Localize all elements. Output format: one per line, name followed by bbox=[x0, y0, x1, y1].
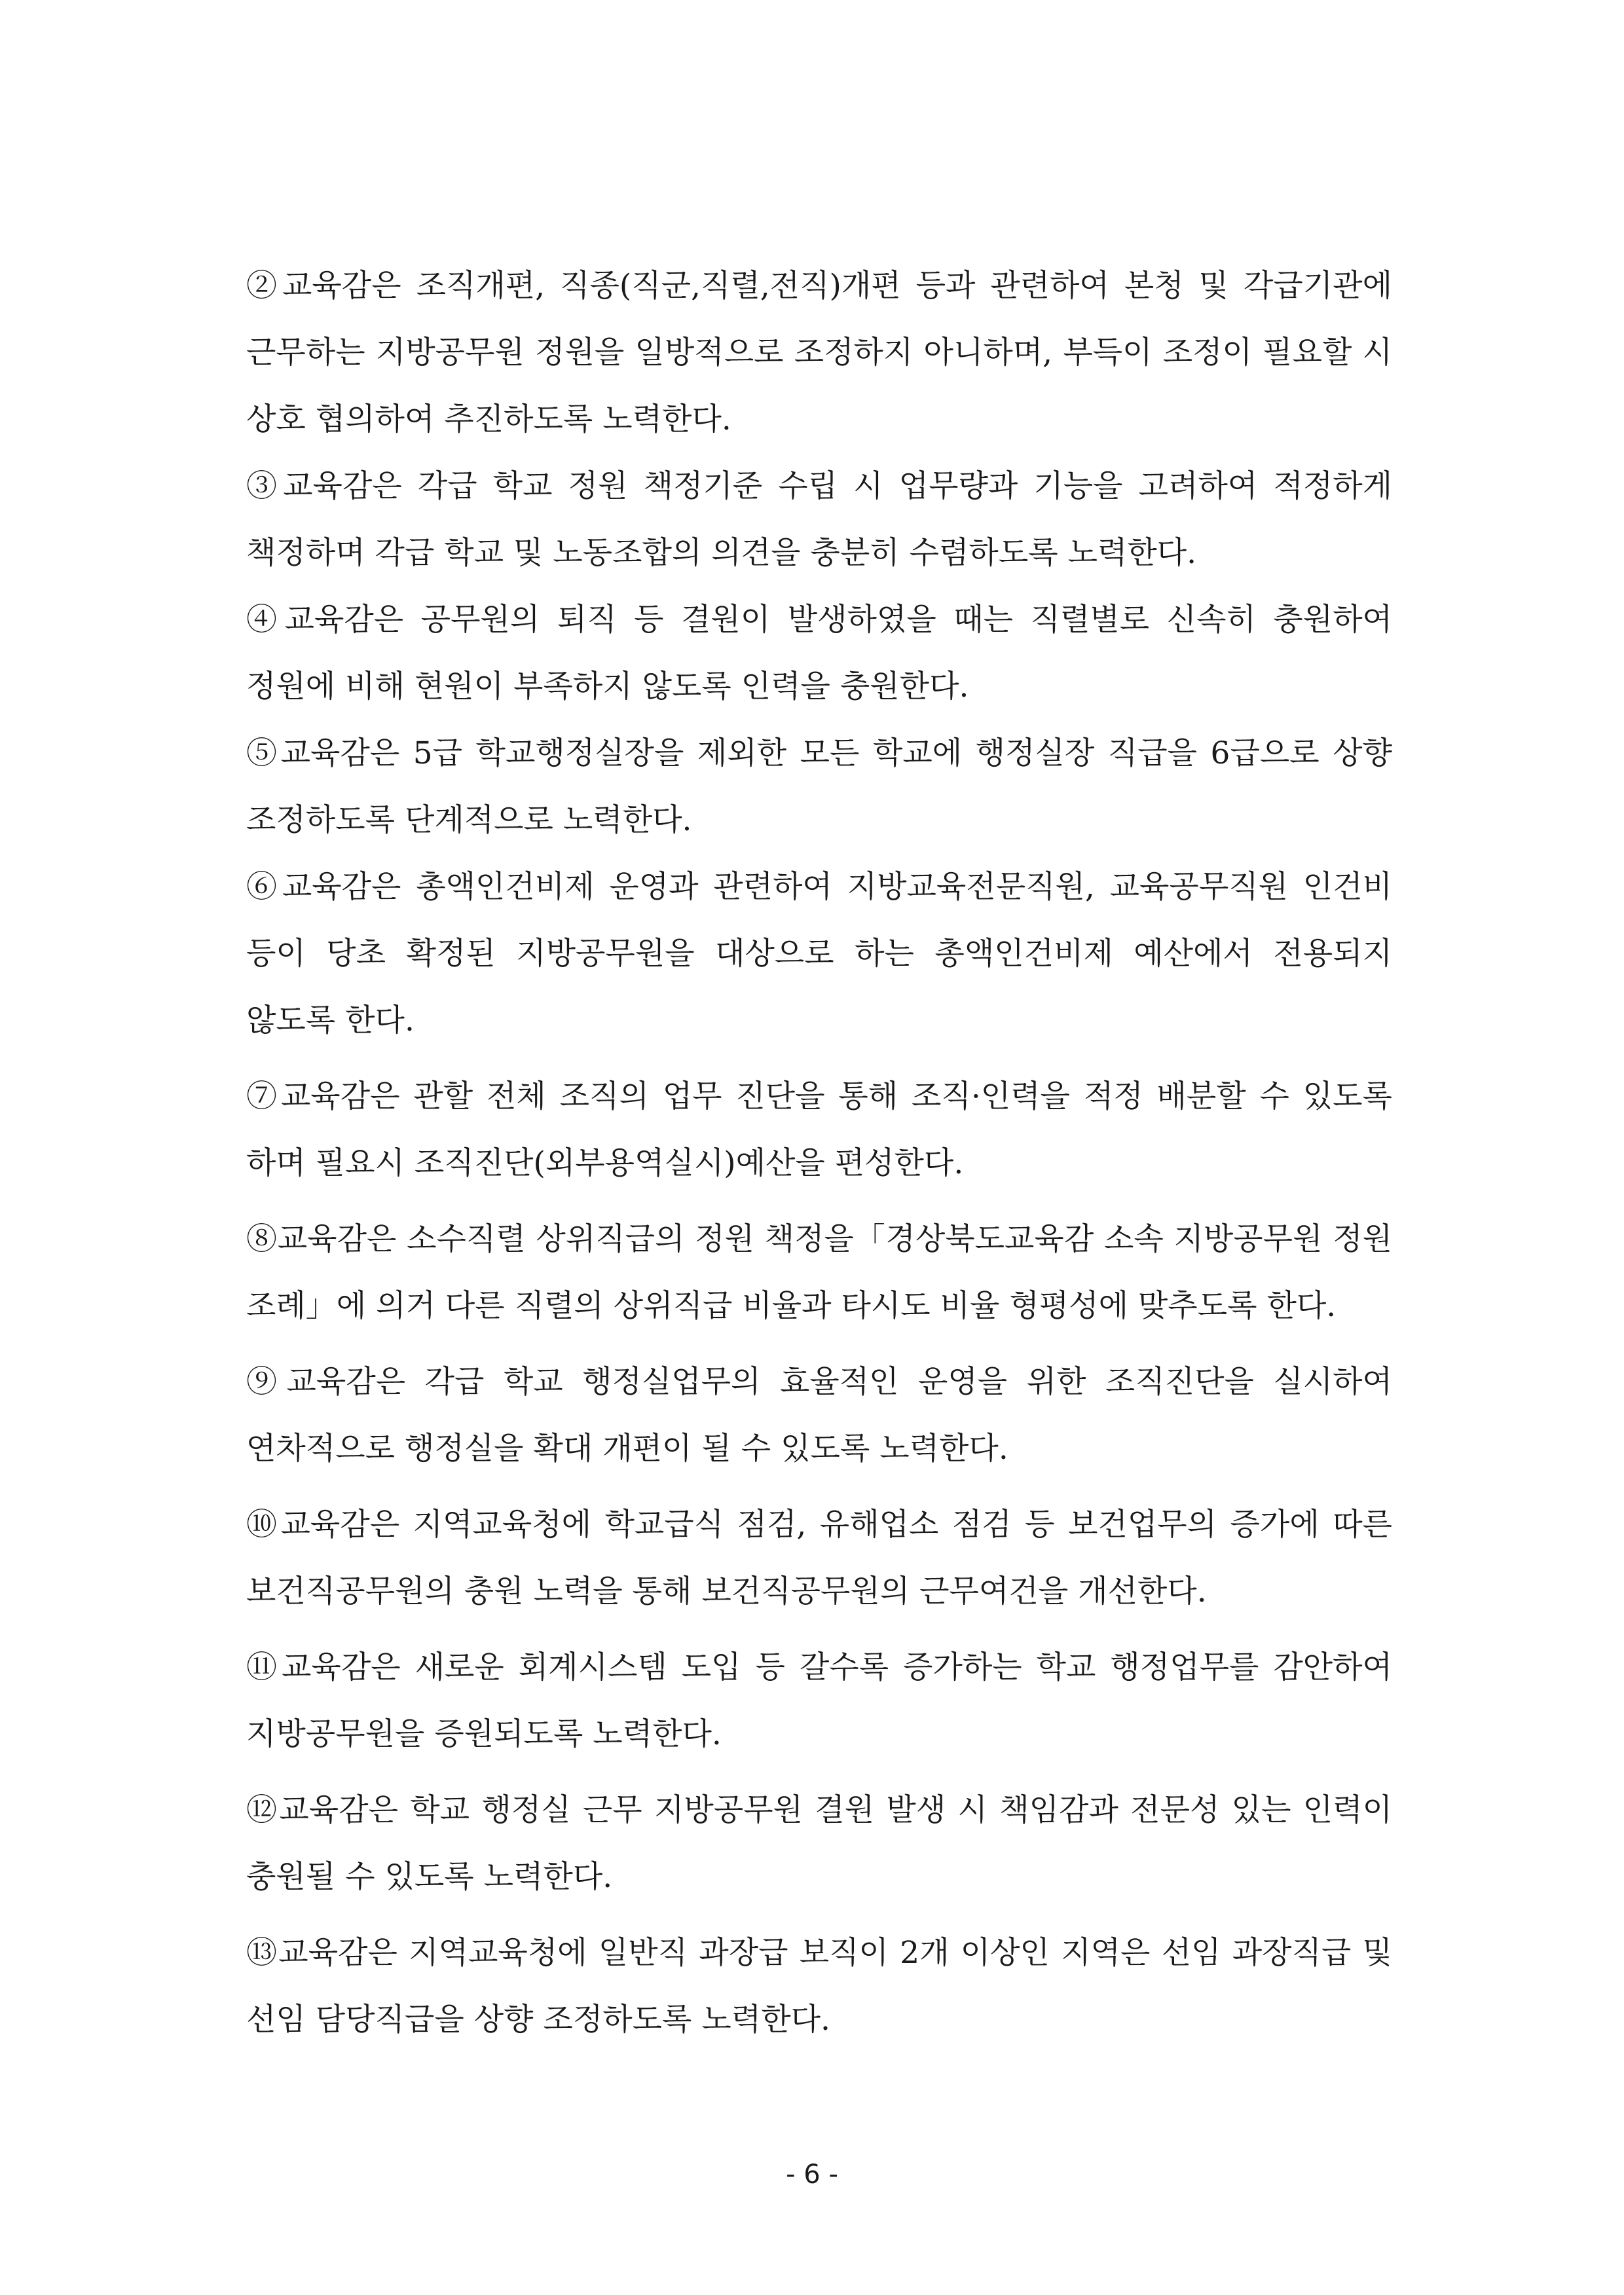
page-number: - 6 - bbox=[786, 2159, 838, 2190]
paragraph-4: ④교육감은 공무원의 퇴직 등 결원이 발생하였을 때는 직렬별로 신속히 충원하여 정원에 비해 현원이 부족하지 않도록 인력을 충원한다. bbox=[246, 602, 1392, 705]
paragraph-2: ②교육감은 조직개편, 직종(직군,직렬,전직)개편 등과 관련하여 본청 및 각급기관에 근무하는 지방공무원 정원을 일방적으로 조정하지 아니하며, 부득이 조정이 필요할 시 상호 협의하여 추진하도록 노력한다. bbox=[246, 268, 1392, 437]
paragraph-3: ③교육감은 각급 학교 정원 책정기준 수립 시 업무량과 기능을 고려하여 적정하게 책정하며 각급 학교 및 노동조합의 의견을 충분히 수렴하도록 노력한다. bbox=[246, 468, 1392, 571]
paragraph-6: ⑥교육감은 총액인건비제 운영과 관련하여 지방교육전문직원, 교육공무직원 인건비 등이 당초 확정된 지방공무원을 대상으로 하는 총액인건비제 예산에서 전용되지 않도록 한다. bbox=[246, 869, 1392, 1038]
paragraph-12: ⑫교육감은 학교 행정실 근무 지방공무원 결원 발생 시 책임감과 전문성 있는 인력이 충원될 수 있도록 노력한다. bbox=[246, 1792, 1392, 1895]
paragraph-7: ⑦교육감은 관할 전체 조직의 업무 진단을 통해 조직·인력을 적정 배분할 수 있도록 하며 필요시 조직진단(외부용역실시)예산을 편성한다. bbox=[246, 1078, 1392, 1181]
paragraph-9: ⑨교육감은 각급 학교 행정실업무의 효율적인 운영을 위한 조직진단을 실시하여 연차적으로 행정실을 확대 개편이 될 수 있도록 노력한다. bbox=[246, 1364, 1392, 1467]
document-body bbox=[246, 253, 1392, 2053]
paragraph-11: ⑪교육감은 새로운 회계시스템 도입 등 갈수록 증가하는 학교 행정업무를 감안하여 지방공무원을 증원되도록 노력한다. bbox=[246, 1649, 1392, 1752]
paragraph-10: ⑩교육감은 지역교육청에 학교급식 점검, 유해업소 점검 등 보건업무의 증가에 따른 보건직공무원의 충원 노력을 통해 보건직공무원의 근무여건을 개선한다. bbox=[246, 1507, 1392, 1609]
paragraph-13: ⑬교육감은 지역교육청에 일반직 과장급 보직이 2개 이상인 지역은 선임 과장직급 및 선임 담당직급을 상향 조정하도록 노력한다. bbox=[246, 1935, 1392, 2038]
paragraph-8: ⑧교육감은 소수직렬 상위직급의 정원 책정을「경상북도교육감 소속 지방공무원 정원 조례」에 의거 다른 직렬의 상위직급 비율과 타시도 비율 형평성에 맞추도록 한다. bbox=[246, 1221, 1392, 1324]
paragraph-5: ⑤교육감은 5급 학교행정실장을 제외한 모든 학교에 행정실장 직급을 6급으로 상향 조정하도록 단계적으로 노력한다. bbox=[246, 735, 1392, 838]
